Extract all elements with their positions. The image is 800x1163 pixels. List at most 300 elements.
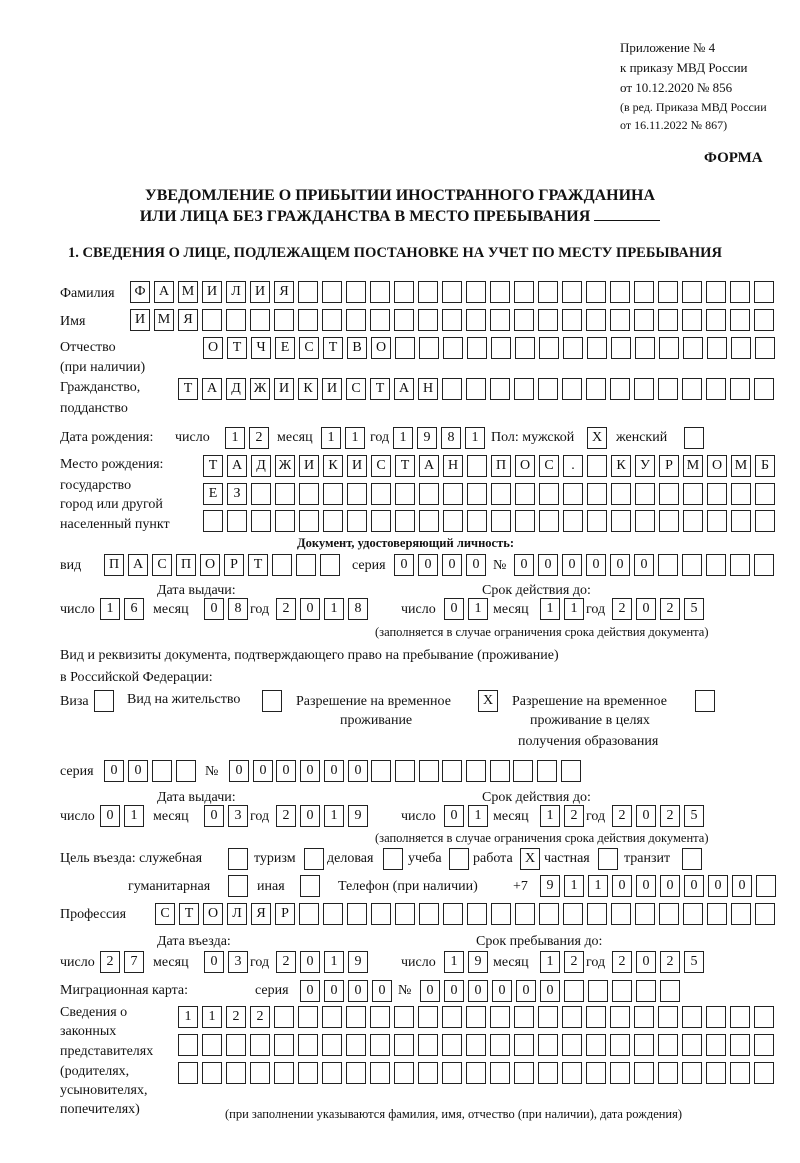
char-box-stay-number[interactable]: 0	[300, 760, 320, 782]
char-box-birthplace-row1[interactable]: Р	[659, 455, 679, 477]
char-box-surname[interactable]	[610, 281, 630, 303]
char-box-patronymic[interactable]	[683, 337, 703, 359]
char-box-reps-row1[interactable]: 2	[226, 1006, 246, 1028]
char-box-reps-row3[interactable]	[754, 1062, 774, 1084]
char-box-id-valid-month[interactable]: 1	[564, 598, 584, 620]
char-box-stay-issue-year[interactable]: 2	[276, 805, 296, 827]
char-box-birth-day[interactable]: 1	[225, 427, 245, 449]
char-box-stay-valid-month[interactable]: 2	[564, 805, 584, 827]
char-box-reps-row2[interactable]	[298, 1034, 318, 1056]
char-box-birthplace-row3[interactable]	[731, 510, 751, 532]
char-box-patronymic[interactable]	[635, 337, 655, 359]
char-box-id-issue-month[interactable]: 0	[204, 598, 224, 620]
char-box-id-valid-year[interactable]: 2	[612, 598, 632, 620]
char-box-birthplace-row2[interactable]	[563, 483, 583, 505]
char-box-reps-row2[interactable]	[226, 1034, 246, 1056]
char-box-citizenship[interactable]	[586, 378, 606, 400]
char-box-name[interactable]	[634, 309, 654, 331]
char-box-citizenship[interactable]	[658, 378, 678, 400]
checkbox-trp[interactable]: X	[478, 690, 498, 712]
char-box-id-kind[interactable]: С	[152, 554, 172, 576]
char-box-birth-year[interactable]: 1	[465, 427, 485, 449]
char-box-stay-until-year[interactable]: 0	[636, 951, 656, 973]
char-box-birthplace-row2[interactable]	[467, 483, 487, 505]
checkbox-purpose-other[interactable]	[300, 875, 320, 897]
char-box-reps-row3[interactable]	[730, 1062, 750, 1084]
char-box-name[interactable]	[658, 309, 678, 331]
char-box-patronymic[interactable]	[611, 337, 631, 359]
char-box-patronymic[interactable]	[563, 337, 583, 359]
char-box-surname[interactable]	[490, 281, 510, 303]
char-box-stay-issue-month[interactable]: 3	[228, 805, 248, 827]
char-box-surname[interactable]	[754, 281, 774, 303]
char-box-name[interactable]	[706, 309, 726, 331]
checkbox-purpose-tourism[interactable]	[304, 848, 324, 870]
char-box-stay-valid-month[interactable]: 1	[540, 805, 560, 827]
char-box-stay-number[interactable]	[466, 760, 486, 782]
char-box-citizenship[interactable]: И	[322, 378, 342, 400]
char-box-reps-row3[interactable]	[658, 1062, 678, 1084]
char-box-mc-number[interactable]: 0	[492, 980, 512, 1002]
char-box-stay-valid-year[interactable]: 0	[636, 805, 656, 827]
char-box-birthplace-row1[interactable]: М	[683, 455, 703, 477]
char-box-citizenship[interactable]	[754, 378, 774, 400]
char-box-reps-row1[interactable]	[394, 1006, 414, 1028]
checkbox-residence[interactable]	[262, 690, 282, 712]
checkbox-purpose-work[interactable]: X	[520, 848, 540, 870]
char-box-birthplace-row3[interactable]	[659, 510, 679, 532]
char-box-birth-day[interactable]: 2	[249, 427, 269, 449]
char-box-surname[interactable]	[370, 281, 390, 303]
char-box-citizenship[interactable]	[610, 378, 630, 400]
char-box-profession[interactable]: С	[155, 903, 175, 925]
char-box-birthplace-row2[interactable]	[443, 483, 463, 505]
char-box-reps-row3[interactable]	[514, 1062, 534, 1084]
char-box-birthplace-row1[interactable]: М	[731, 455, 751, 477]
char-box-patronymic[interactable]: Т	[323, 337, 343, 359]
char-box-reps-row1[interactable]	[418, 1006, 438, 1028]
char-box-entry-year[interactable]: 9	[348, 951, 368, 973]
char-box-name[interactable]	[730, 309, 750, 331]
char-box-birthplace-row3[interactable]	[443, 510, 463, 532]
char-box-mc-number[interactable]	[660, 980, 680, 1002]
checkbox-purpose-business[interactable]	[383, 848, 403, 870]
char-box-birthplace-row2[interactable]	[707, 483, 727, 505]
char-box-birthplace-row1[interactable]: С	[371, 455, 391, 477]
char-box-reps-row2[interactable]	[250, 1034, 270, 1056]
char-box-birthplace-row2[interactable]	[635, 483, 655, 505]
char-box-profession[interactable]	[347, 903, 367, 925]
char-box-id-issue-year[interactable]: 8	[348, 598, 368, 620]
char-box-stay-number[interactable]: 0	[276, 760, 296, 782]
char-box-birthplace-row1[interactable]	[467, 455, 487, 477]
char-box-name[interactable]	[346, 309, 366, 331]
char-box-stay-until-month[interactable]: 2	[564, 951, 584, 973]
char-box-stay-number[interactable]: 0	[229, 760, 249, 782]
char-box-birthplace-row2[interactable]	[275, 483, 295, 505]
char-box-citizenship[interactable]: Ж	[250, 378, 270, 400]
char-box-reps-row3[interactable]	[706, 1062, 726, 1084]
char-box-birthplace-row2[interactable]	[515, 483, 535, 505]
char-box-profession[interactable]	[515, 903, 535, 925]
char-box-birthplace-row3[interactable]	[323, 510, 343, 532]
char-box-id-number[interactable]: 0	[610, 554, 630, 576]
char-box-stay-until-day[interactable]: 1	[444, 951, 464, 973]
char-box-surname[interactable]: Ф	[130, 281, 150, 303]
char-box-surname[interactable]	[466, 281, 486, 303]
char-box-id-number[interactable]	[682, 554, 702, 576]
char-box-stay-number[interactable]	[537, 760, 557, 782]
checkbox-purpose-humanitarian[interactable]	[228, 875, 248, 897]
char-box-surname[interactable]	[682, 281, 702, 303]
char-box-id-valid-day[interactable]: 1	[468, 598, 488, 620]
char-box-reps-row1[interactable]	[538, 1006, 558, 1028]
char-box-stay-number[interactable]	[442, 760, 462, 782]
char-box-citizenship[interactable]: Н	[418, 378, 438, 400]
char-box-entry-year[interactable]: 1	[324, 951, 344, 973]
char-box-birthplace-row3[interactable]	[539, 510, 559, 532]
char-box-reps-row1[interactable]	[490, 1006, 510, 1028]
char-box-birthplace-row1[interactable]: Б	[755, 455, 775, 477]
char-box-birthplace-row3[interactable]	[467, 510, 487, 532]
char-box-profession[interactable]	[491, 903, 511, 925]
char-box-birthplace-row2[interactable]	[683, 483, 703, 505]
char-box-citizenship[interactable]	[514, 378, 534, 400]
char-box-patronymic[interactable]	[395, 337, 415, 359]
char-box-phone[interactable]: 9	[540, 875, 560, 897]
char-box-stay-number[interactable]	[395, 760, 415, 782]
checkbox-purpose-private[interactable]	[598, 848, 618, 870]
char-box-phone[interactable]: 0	[684, 875, 704, 897]
char-box-birthplace-row2[interactable]	[347, 483, 367, 505]
char-box-reps-row1[interactable]: 1	[202, 1006, 222, 1028]
char-box-birthplace-row1[interactable]: И	[299, 455, 319, 477]
char-box-id-valid-year[interactable]: 0	[636, 598, 656, 620]
char-box-name[interactable]	[682, 309, 702, 331]
char-box-reps-row1[interactable]	[514, 1006, 534, 1028]
char-box-birthplace-row2[interactable]	[731, 483, 751, 505]
char-box-name[interactable]	[538, 309, 558, 331]
char-box-entry-month[interactable]: 0	[204, 951, 224, 973]
char-box-id-kind[interactable]: П	[104, 554, 124, 576]
char-box-profession[interactable]	[683, 903, 703, 925]
char-box-reps-row2[interactable]	[706, 1034, 726, 1056]
char-box-birthplace-row1[interactable]: О	[707, 455, 727, 477]
char-box-citizenship[interactable]	[442, 378, 462, 400]
char-box-name[interactable]: И	[130, 309, 150, 331]
char-box-birthplace-row1[interactable]: Д	[251, 455, 271, 477]
char-box-reps-row1[interactable]	[274, 1006, 294, 1028]
char-box-name[interactable]	[490, 309, 510, 331]
char-box-birthplace-row3[interactable]	[683, 510, 703, 532]
char-box-reps-row2[interactable]	[658, 1034, 678, 1056]
char-box-citizenship[interactable]	[466, 378, 486, 400]
char-box-reps-row3[interactable]	[610, 1062, 630, 1084]
char-box-id-valid-month[interactable]: 1	[540, 598, 560, 620]
char-box-id-valid-year[interactable]: 5	[684, 598, 704, 620]
char-box-patronymic[interactable]: В	[347, 337, 367, 359]
char-box-birthplace-row1[interactable]: Н	[443, 455, 463, 477]
char-box-reps-row1[interactable]	[370, 1006, 390, 1028]
char-box-citizenship[interactable]	[730, 378, 750, 400]
char-box-citizenship[interactable]: Т	[178, 378, 198, 400]
char-box-id-issue-year[interactable]: 2	[276, 598, 296, 620]
char-box-phone[interactable]: 0	[708, 875, 728, 897]
char-box-reps-row1[interactable]	[586, 1006, 606, 1028]
char-box-name[interactable]	[226, 309, 246, 331]
char-box-reps-row2[interactable]	[754, 1034, 774, 1056]
char-box-profession[interactable]	[587, 903, 607, 925]
char-box-reps-row3[interactable]	[394, 1062, 414, 1084]
char-box-stay-until-year[interactable]: 2	[660, 951, 680, 973]
char-box-id-issue-year[interactable]: 1	[324, 598, 344, 620]
char-box-surname[interactable]	[586, 281, 606, 303]
char-box-birthplace-row3[interactable]	[227, 510, 247, 532]
char-box-reps-row3[interactable]	[442, 1062, 462, 1084]
char-box-entry-day[interactable]: 2	[100, 951, 120, 973]
char-box-reps-row1[interactable]	[682, 1006, 702, 1028]
char-box-reps-row3[interactable]	[298, 1062, 318, 1084]
char-box-name[interactable]	[370, 309, 390, 331]
char-box-birthplace-row2[interactable]	[491, 483, 511, 505]
char-box-surname[interactable]: И	[250, 281, 270, 303]
char-box-profession[interactable]: Л	[227, 903, 247, 925]
char-box-id-kind[interactable]: П	[176, 554, 196, 576]
char-box-reps-row2[interactable]	[178, 1034, 198, 1056]
char-box-reps-row3[interactable]	[322, 1062, 342, 1084]
char-box-id-number[interactable]: 0	[634, 554, 654, 576]
char-box-profession[interactable]	[467, 903, 487, 925]
char-box-patronymic[interactable]: О	[203, 337, 223, 359]
char-box-stay-issue-year[interactable]: 1	[324, 805, 344, 827]
char-box-reps-row1[interactable]: 1	[178, 1006, 198, 1028]
char-box-stay-until-year[interactable]: 2	[612, 951, 632, 973]
char-box-stay-issue-year[interactable]: 9	[348, 805, 368, 827]
char-box-stay-number[interactable]	[371, 760, 391, 782]
char-box-reps-row1[interactable]	[610, 1006, 630, 1028]
char-box-id-number[interactable]: 0	[586, 554, 606, 576]
char-box-reps-row2[interactable]	[346, 1034, 366, 1056]
char-box-birthplace-row1[interactable]: К	[611, 455, 631, 477]
char-box-patronymic[interactable]	[419, 337, 439, 359]
char-box-patronymic[interactable]	[587, 337, 607, 359]
char-box-entry-year[interactable]: 0	[300, 951, 320, 973]
char-box-citizenship[interactable]: Д	[226, 378, 246, 400]
char-box-profession[interactable]	[755, 903, 775, 925]
char-box-citizenship[interactable]: К	[298, 378, 318, 400]
char-box-reps-row2[interactable]	[466, 1034, 486, 1056]
char-box-surname[interactable]	[658, 281, 678, 303]
char-box-birth-year[interactable]: 1	[393, 427, 413, 449]
char-box-entry-day[interactable]: 7	[124, 951, 144, 973]
char-box-surname[interactable]	[538, 281, 558, 303]
char-box-surname[interactable]	[514, 281, 534, 303]
char-box-stay-series[interactable]	[176, 760, 196, 782]
char-box-id-valid-day[interactable]: 0	[444, 598, 464, 620]
char-box-reps-row1[interactable]	[346, 1006, 366, 1028]
char-box-profession[interactable]	[299, 903, 319, 925]
char-box-name[interactable]	[562, 309, 582, 331]
char-box-profession[interactable]	[731, 903, 751, 925]
char-box-stay-valid-day[interactable]: 1	[468, 805, 488, 827]
char-box-birthplace-row1[interactable]: И	[347, 455, 367, 477]
char-box-id-issue-month[interactable]: 8	[228, 598, 248, 620]
char-box-stay-series[interactable]: 0	[128, 760, 148, 782]
char-box-reps-row2[interactable]	[274, 1034, 294, 1056]
char-box-reps-row3[interactable]	[346, 1062, 366, 1084]
char-box-birthplace-row3[interactable]	[347, 510, 367, 532]
char-box-surname[interactable]	[562, 281, 582, 303]
char-box-birthplace-row3[interactable]	[299, 510, 319, 532]
char-box-id-series[interactable]: 0	[466, 554, 486, 576]
checkbox-visa[interactable]	[94, 690, 114, 712]
char-box-birthplace-row2[interactable]	[299, 483, 319, 505]
char-box-birthplace-row1[interactable]: А	[419, 455, 439, 477]
char-box-reps-row3[interactable]	[634, 1062, 654, 1084]
char-box-stay-until-day[interactable]: 9	[468, 951, 488, 973]
char-box-citizenship[interactable]	[634, 378, 654, 400]
char-box-name[interactable]	[298, 309, 318, 331]
char-box-patronymic[interactable]	[467, 337, 487, 359]
char-box-birthplace-row3[interactable]	[395, 510, 415, 532]
char-box-phone[interactable]: 0	[732, 875, 752, 897]
char-box-reps-row3[interactable]	[466, 1062, 486, 1084]
char-box-stay-issue-day[interactable]: 1	[124, 805, 144, 827]
char-box-id-series[interactable]: 0	[442, 554, 462, 576]
char-box-stay-valid-year[interactable]: 2	[612, 805, 632, 827]
char-box-mc-number[interactable]: 0	[468, 980, 488, 1002]
char-box-reps-row2[interactable]	[538, 1034, 558, 1056]
char-box-profession[interactable]	[395, 903, 415, 925]
char-box-reps-row1[interactable]	[730, 1006, 750, 1028]
char-box-birthplace-row3[interactable]	[635, 510, 655, 532]
char-box-id-number[interactable]	[754, 554, 774, 576]
char-box-reps-row3[interactable]	[682, 1062, 702, 1084]
char-box-birthplace-row1[interactable]: А	[227, 455, 247, 477]
char-box-reps-row2[interactable]	[610, 1034, 630, 1056]
char-box-birth-year[interactable]: 8	[441, 427, 461, 449]
char-box-citizenship[interactable]	[538, 378, 558, 400]
char-box-reps-row2[interactable]	[514, 1034, 534, 1056]
char-box-profession[interactable]	[539, 903, 559, 925]
char-box-patronymic[interactable]: Ч	[251, 337, 271, 359]
char-box-reps-row1[interactable]	[322, 1006, 342, 1028]
char-box-surname[interactable]: М	[178, 281, 198, 303]
char-box-birthplace-row2[interactable]	[251, 483, 271, 505]
char-box-mc-series[interactable]: 0	[348, 980, 368, 1002]
char-box-id-valid-year[interactable]: 2	[660, 598, 680, 620]
char-box-reps-row3[interactable]	[250, 1062, 270, 1084]
char-box-reps-row1[interactable]	[754, 1006, 774, 1028]
char-box-patronymic[interactable]: Т	[227, 337, 247, 359]
char-box-profession[interactable]: Р	[275, 903, 295, 925]
char-box-surname[interactable]	[634, 281, 654, 303]
char-box-reps-row2[interactable]	[634, 1034, 654, 1056]
char-box-stay-valid-year[interactable]: 5	[684, 805, 704, 827]
char-box-citizenship[interactable]	[562, 378, 582, 400]
char-box-citizenship[interactable]: А	[202, 378, 222, 400]
char-box-name[interactable]	[442, 309, 462, 331]
char-box-reps-row2[interactable]	[202, 1034, 222, 1056]
char-box-phone[interactable]: 0	[612, 875, 632, 897]
char-box-stay-number[interactable]	[419, 760, 439, 782]
char-box-citizenship[interactable]	[490, 378, 510, 400]
char-box-surname[interactable]	[706, 281, 726, 303]
char-box-reps-row3[interactable]	[586, 1062, 606, 1084]
char-box-phone[interactable]	[756, 875, 776, 897]
char-box-surname[interactable]	[298, 281, 318, 303]
char-box-birthplace-row3[interactable]	[203, 510, 223, 532]
char-box-name[interactable]: Я	[178, 309, 198, 331]
char-box-reps-row2[interactable]	[370, 1034, 390, 1056]
char-box-surname[interactable]: И	[202, 281, 222, 303]
char-box-patronymic[interactable]	[491, 337, 511, 359]
char-box-reps-row3[interactable]	[226, 1062, 246, 1084]
char-box-birthplace-row2[interactable]	[611, 483, 631, 505]
char-box-id-series[interactable]: 0	[394, 554, 414, 576]
char-box-surname[interactable]: Л	[226, 281, 246, 303]
char-box-id-number[interactable]: 0	[514, 554, 534, 576]
char-box-stay-series[interactable]: 0	[104, 760, 124, 782]
char-box-reps-row3[interactable]	[538, 1062, 558, 1084]
char-box-birth-month[interactable]: 1	[321, 427, 341, 449]
char-box-birthplace-row3[interactable]	[275, 510, 295, 532]
char-box-name[interactable]	[466, 309, 486, 331]
char-box-reps-row2[interactable]	[586, 1034, 606, 1056]
char-box-id-number[interactable]	[730, 554, 750, 576]
char-box-mc-number[interactable]	[636, 980, 656, 1002]
char-box-name[interactable]	[418, 309, 438, 331]
char-box-birthplace-row2[interactable]	[323, 483, 343, 505]
char-box-patronymic[interactable]: Е	[275, 337, 295, 359]
checkbox-purpose-study[interactable]	[449, 848, 469, 870]
char-box-birthplace-row3[interactable]	[491, 510, 511, 532]
char-box-stay-number[interactable]: 0	[324, 760, 344, 782]
char-box-id-series[interactable]: 0	[418, 554, 438, 576]
char-box-id-number[interactable]	[706, 554, 726, 576]
char-box-citizenship[interactable]: Т	[370, 378, 390, 400]
char-box-reps-row3[interactable]	[418, 1062, 438, 1084]
char-box-id-kind[interactable]: О	[200, 554, 220, 576]
char-box-profession[interactable]	[611, 903, 631, 925]
char-box-stay-number[interactable]	[561, 760, 581, 782]
char-box-profession[interactable]	[371, 903, 391, 925]
char-box-name[interactable]	[514, 309, 534, 331]
char-box-stay-number[interactable]: 0	[348, 760, 368, 782]
char-box-stay-until-year[interactable]: 5	[684, 951, 704, 973]
char-box-birthplace-row2[interactable]	[587, 483, 607, 505]
char-box-surname[interactable]	[418, 281, 438, 303]
char-box-birth-month[interactable]: 1	[345, 427, 365, 449]
char-box-id-issue-day[interactable]: 6	[124, 598, 144, 620]
char-box-name[interactable]	[322, 309, 342, 331]
char-box-phone[interactable]: 1	[588, 875, 608, 897]
char-box-mc-series[interactable]: 0	[372, 980, 392, 1002]
char-box-patronymic[interactable]	[539, 337, 559, 359]
char-box-stay-issue-day[interactable]: 0	[100, 805, 120, 827]
char-box-reps-row1[interactable]	[634, 1006, 654, 1028]
char-box-profession[interactable]	[323, 903, 343, 925]
char-box-birthplace-row2[interactable]	[659, 483, 679, 505]
char-box-mc-number[interactable]	[612, 980, 632, 1002]
char-box-birthplace-row2[interactable]	[755, 483, 775, 505]
char-box-birthplace-row2[interactable]	[539, 483, 559, 505]
char-box-profession[interactable]	[563, 903, 583, 925]
char-box-reps-row2[interactable]	[442, 1034, 462, 1056]
char-box-entry-year[interactable]: 2	[276, 951, 296, 973]
char-box-stay-series[interactable]	[152, 760, 172, 782]
char-box-surname[interactable]	[730, 281, 750, 303]
